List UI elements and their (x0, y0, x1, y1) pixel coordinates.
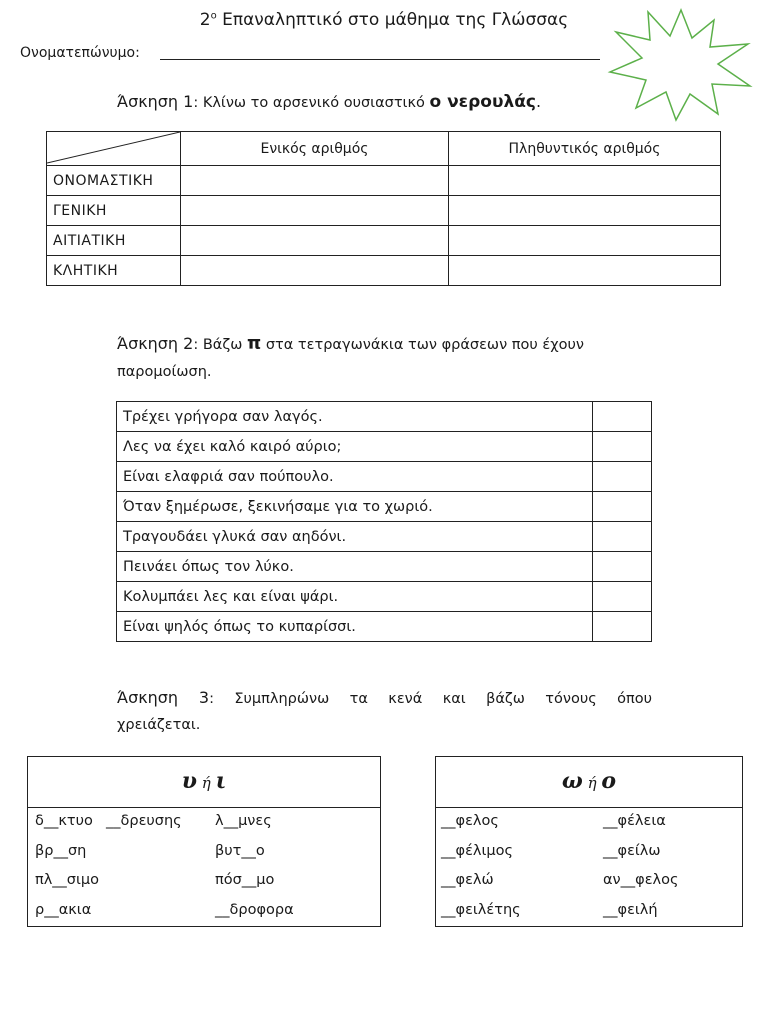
fill-word[interactable]: πόσ__μο (215, 872, 275, 888)
table-row (117, 492, 652, 522)
fill-word[interactable]: __φέλιμος (441, 843, 513, 859)
name-label: Ονοματεπώνυμο: (20, 45, 140, 61)
singular-cell[interactable] (181, 166, 449, 196)
checkbox-cell[interactable] (593, 522, 652, 552)
checkbox-cell[interactable] (593, 612, 652, 642)
name-field-line[interactable] (160, 59, 600, 60)
table-row (47, 256, 721, 286)
sentence-cell: Είναι ψηλός όπως το κυπαρίσσι. (117, 612, 593, 642)
fill-word[interactable]: __δρευσης (106, 813, 182, 829)
exercise-2-heading: Άσκηση 2: Βάζω π στα τετραγωνάκια των φράσεων που έχουν παρομοίωση. (117, 333, 584, 380)
sentence-cell: Κολυμπάει λες και είναι ψάρι. (117, 582, 593, 612)
plural-cell[interactable] (449, 166, 721, 196)
case-label: ΓΕΝΙΚΗ (47, 196, 181, 226)
star-burst-icon (606, 2, 756, 122)
word-box-upsilon-iota (27, 756, 381, 927)
fill-word[interactable]: __φειλή (603, 902, 658, 918)
table-row (117, 462, 652, 492)
table-row (117, 552, 652, 582)
plural-cell[interactable] (449, 226, 721, 256)
plural-cell[interactable] (449, 196, 721, 226)
checkbox-cell[interactable] (593, 492, 652, 522)
box-header: ω ή ο (436, 757, 742, 808)
word-box-omega-omicron (435, 756, 743, 927)
table-row (117, 402, 652, 432)
checkbox-cell[interactable] (593, 462, 652, 492)
case-label: ΚΛΗΤΙΚΗ (47, 256, 181, 286)
sentence-cell: Όταν ξημέρωσε, ξεκινήσαμε για το χωριό. (117, 492, 593, 522)
case-label: ΟΝΟΜΑΣΤΙΚΗ (47, 166, 181, 196)
sentence-cell: Πεινάει όπως τον λύκο. (117, 552, 593, 582)
diagonal-line (47, 132, 180, 165)
fill-word[interactable]: __φελος (441, 813, 499, 829)
table-row (47, 226, 721, 256)
fill-word[interactable]: πλ__σιμο (35, 872, 100, 888)
plural-cell[interactable] (449, 256, 721, 286)
sentence-cell: Λες να έχει καλό καιρό αύριο; (117, 432, 593, 462)
table-row (47, 166, 721, 196)
page-title: $2^o$ Επαναληπτικό στο μάθημα της Γλώσσας (199, 10, 569, 30)
fill-word[interactable]: βρ__ση (35, 843, 87, 859)
fill-word[interactable]: ρ__ακια (35, 902, 92, 918)
diagonal-header-cell (47, 132, 181, 166)
fill-word[interactable]: __φείλω (603, 843, 661, 859)
fill-word[interactable]: βυτ__ο (215, 843, 265, 859)
simile-table (116, 401, 652, 642)
fill-word[interactable]: __δροφορα (215, 902, 294, 918)
sentence-cell: Είναι ελαφριά σαν πούπουλο. (117, 462, 593, 492)
box-header: υ ή ι (28, 757, 380, 808)
fill-word[interactable]: __φειλέτης (441, 902, 521, 918)
table-row (117, 522, 652, 552)
exercise-3-heading: Άσκηση 3: Συμπληρώνω τα κενά και βάζω τόνους όπου χρειάζεται. (117, 688, 652, 733)
singular-cell[interactable] (181, 196, 449, 226)
checkbox-cell[interactable] (593, 432, 652, 462)
column-header-plural: Πληθυντικός αριθμός (449, 132, 721, 166)
fill-word[interactable]: λ__μνες (215, 813, 272, 829)
table-row (47, 196, 721, 226)
checkbox-cell[interactable] (593, 552, 652, 582)
sentence-cell: Τραγουδάει γλυκά σαν αηδόνι. (117, 522, 593, 552)
column-header-singular: Ενικός αριθμός (181, 132, 449, 166)
singular-cell[interactable] (181, 226, 449, 256)
checkbox-cell[interactable] (593, 582, 652, 612)
fill-word[interactable]: __φελώ (441, 872, 494, 888)
table-row (117, 582, 652, 612)
fill-word[interactable]: αν__φελος (603, 872, 679, 888)
fill-word[interactable]: δ__κτυο (35, 813, 93, 829)
exercise-1-heading: Άσκηση 1: Κλίνω το αρσενικό ουσιαστικό ο νερουλάς. (117, 92, 542, 112)
table-row (117, 612, 652, 642)
declension-table (46, 131, 721, 286)
singular-cell[interactable] (181, 256, 449, 286)
fill-word[interactable]: __φέλεια (603, 813, 666, 829)
case-label: ΑΙΤΙΑΤΙΚΗ (47, 226, 181, 256)
sentence-cell: Τρέχει γρήγορα σαν λαγός. (117, 402, 593, 432)
checkbox-cell[interactable] (593, 402, 652, 432)
table-row (117, 432, 652, 462)
